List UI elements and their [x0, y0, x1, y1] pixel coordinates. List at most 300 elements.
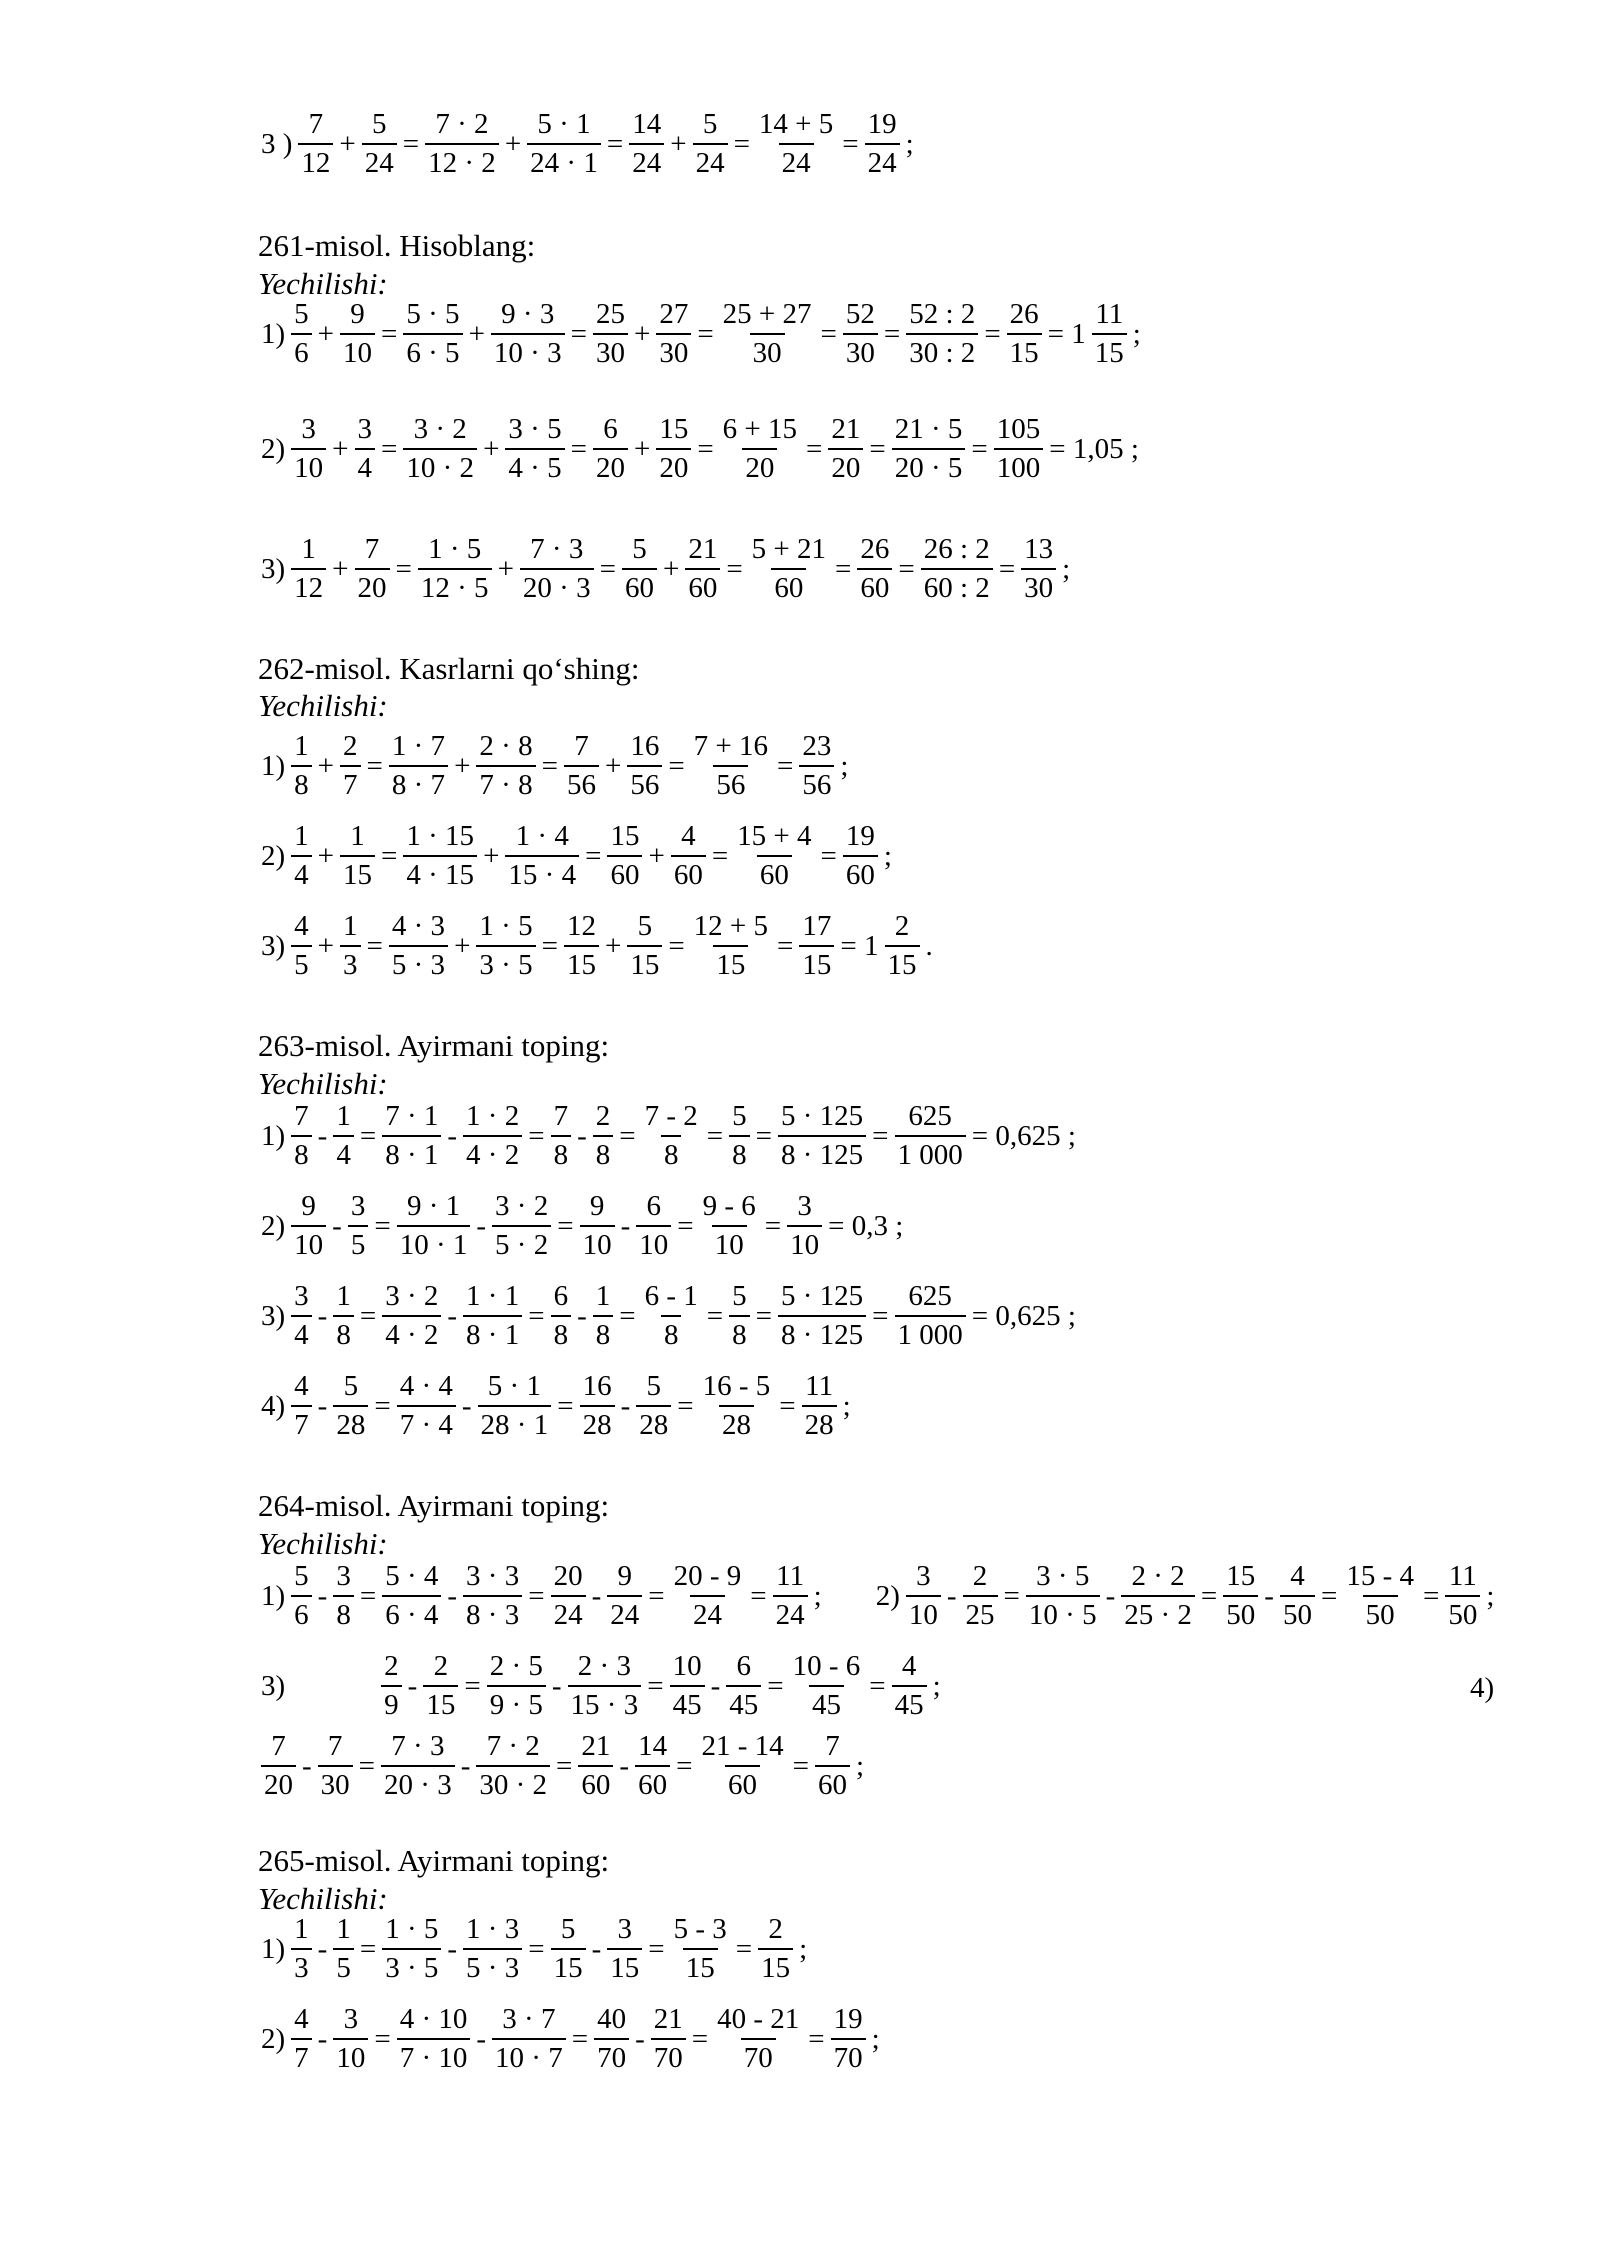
operator: ;	[871, 2022, 880, 2055]
denominator: 60	[607, 855, 642, 890]
numerator: 11	[1095, 298, 1124, 330]
fraction	[291, 1192, 326, 1260]
operator: -	[1105, 1579, 1116, 1612]
numerator: 3	[343, 2003, 359, 2035]
denominator: 60	[771, 568, 806, 603]
operator: =	[733, 127, 750, 160]
fraction	[815, 1732, 850, 1800]
operator: =	[998, 552, 1016, 585]
numerator: 1	[294, 730, 309, 762]
numerator: 5	[646, 1370, 661, 1402]
fraction	[622, 535, 657, 603]
denominator: 20	[656, 448, 691, 483]
operator: =	[395, 552, 412, 585]
fraction	[691, 732, 771, 800]
denominator: 1 000	[895, 1315, 966, 1350]
fraction	[403, 300, 462, 368]
denominator: 8 · 1	[463, 1315, 522, 1350]
numerator: 2	[894, 910, 910, 942]
numerator: 26	[1009, 298, 1039, 330]
operator: =	[806, 432, 823, 465]
numerator: 12	[566, 910, 596, 942]
denominator: 30	[593, 333, 628, 368]
numerator: 3	[294, 1280, 309, 1312]
fraction	[425, 110, 499, 178]
operator: =	[779, 1389, 796, 1422]
fraction	[994, 415, 1044, 483]
operator: +	[483, 432, 500, 465]
numerator: 9 - 6	[702, 1190, 756, 1222]
denominator: 15	[799, 945, 834, 980]
operator: ;	[1486, 1579, 1495, 1612]
numerator: 20	[553, 1560, 583, 1592]
denominator: 8	[333, 1595, 354, 1630]
operator: -	[447, 1119, 458, 1152]
denominator: 24	[693, 143, 728, 178]
fraction	[551, 1282, 572, 1350]
denominator: 10 · 7	[492, 2038, 566, 2073]
numerator: 19	[845, 820, 875, 852]
operator: -	[591, 1932, 602, 1965]
numerator: 52	[845, 298, 875, 330]
denominator: 50	[1445, 1595, 1480, 1630]
operator: =	[402, 127, 420, 160]
denominator: 15	[551, 1948, 586, 1983]
fraction	[593, 415, 628, 483]
denominator: 60	[578, 1765, 613, 1800]
fraction	[478, 1372, 552, 1440]
denominator: 1 000	[895, 1135, 966, 1170]
operator: = 0,3 ;	[828, 1209, 904, 1242]
math-expression	[258, 822, 895, 890]
numerator: 1	[595, 1280, 611, 1312]
operator: +	[670, 127, 687, 160]
fraction	[1021, 535, 1056, 603]
operator: =	[984, 317, 1001, 350]
fraction	[382, 1915, 441, 1983]
operator: +	[504, 127, 522, 160]
denominator: 10	[906, 1595, 941, 1630]
fraction	[389, 912, 448, 980]
numerator: 16	[582, 1370, 612, 1402]
numerator: 3 · 2	[495, 1190, 549, 1222]
denominator: 20 · 3	[520, 568, 594, 603]
fraction	[1445, 1562, 1480, 1630]
operator: =	[697, 317, 714, 350]
fraction	[476, 1732, 550, 1800]
denominator: 28	[580, 1405, 615, 1440]
denominator: 10	[636, 1225, 671, 1260]
numerator: 14 + 5	[758, 108, 834, 140]
math-expression	[258, 1102, 1079, 1170]
numerator: 6	[646, 1190, 661, 1222]
fraction	[828, 415, 863, 483]
fraction	[291, 1562, 312, 1630]
denominator: 20	[355, 568, 390, 603]
denominator: 7	[340, 765, 361, 800]
numerator: 7 · 2	[435, 108, 489, 140]
numerator: 2 · 5	[489, 1650, 543, 1682]
numerator: 25	[595, 298, 625, 330]
exercise-heading: 264-misol. Ayirmani toping:	[258, 1488, 610, 1523]
denominator: 28	[719, 1405, 754, 1440]
denominator: 30	[656, 333, 691, 368]
fraction	[594, 2005, 629, 2073]
fraction	[551, 1562, 586, 1630]
numerator: 1 · 7	[391, 730, 446, 762]
numerator: 2	[972, 1560, 988, 1592]
operator: =	[557, 1209, 574, 1242]
denominator: 5 · 3	[463, 1948, 522, 1983]
operator: =	[677, 1209, 694, 1242]
operator: =	[971, 432, 988, 465]
fraction	[685, 535, 720, 603]
fraction	[892, 1652, 927, 1720]
fraction	[403, 415, 477, 483]
denominator: 28	[636, 1405, 671, 1440]
fraction	[348, 1192, 369, 1260]
item-number: 2)	[261, 432, 286, 465]
fraction	[734, 822, 814, 890]
fraction	[1026, 1562, 1100, 1630]
operator: -	[317, 1932, 328, 1965]
operator: =	[619, 1299, 636, 1332]
operator: -	[317, 1299, 328, 1332]
fraction	[607, 822, 642, 890]
denominator: 5	[291, 945, 312, 980]
operator: +	[468, 317, 485, 350]
fraction	[636, 1192, 671, 1260]
operator: =	[359, 1579, 377, 1612]
denominator: 15 · 4	[505, 855, 579, 890]
denominator: 20	[593, 448, 628, 483]
denominator: 60	[757, 855, 792, 890]
denominator: 12	[291, 568, 326, 603]
operator: =	[676, 1749, 693, 1782]
operator: +	[633, 432, 651, 465]
operator: =	[764, 1209, 782, 1242]
numerator: 1	[336, 1100, 351, 1132]
fraction	[492, 2005, 566, 2073]
operator: = 0,625 ;	[971, 1299, 1076, 1332]
math-expression	[258, 535, 1073, 603]
denominator: 7	[291, 2038, 312, 2073]
denominator: 10	[787, 1225, 822, 1260]
fraction	[843, 822, 878, 890]
item-number: 3)	[261, 1299, 286, 1332]
operator: =	[750, 1579, 767, 1612]
numerator: 25 + 27	[722, 298, 812, 330]
item-number: 1)	[261, 1119, 286, 1152]
operator: +	[648, 839, 665, 872]
item-number: 2)	[261, 2022, 286, 2055]
denominator: 70	[831, 2038, 866, 2073]
numerator: 7 + 16	[693, 730, 769, 762]
fraction	[291, 1282, 312, 1350]
fraction	[362, 110, 397, 178]
denominator: 20	[261, 1765, 296, 1800]
operator: -	[476, 2022, 487, 2055]
numerator: 3	[336, 1560, 351, 1592]
fraction	[564, 912, 599, 980]
numerator: 14	[632, 108, 662, 140]
operator: =	[366, 929, 383, 962]
operator: -	[620, 1209, 631, 1242]
item-number: 4)	[261, 1389, 286, 1422]
numerator: 9 · 1	[406, 1190, 461, 1222]
fraction	[790, 1652, 864, 1720]
denominator: 10	[291, 448, 326, 483]
operator: =	[556, 1749, 573, 1782]
numerator: 6	[736, 1650, 751, 1682]
numerator: 21 - 14	[701, 1730, 784, 1762]
numerator: 10 - 6	[792, 1650, 861, 1682]
fraction	[799, 912, 834, 980]
math-expression	[258, 1915, 810, 1983]
denominator: 8	[333, 1315, 354, 1350]
numerator: 3 · 2	[385, 1280, 439, 1312]
fraction	[1223, 1562, 1258, 1630]
numerator: 7	[327, 1730, 343, 1762]
numerator: 10	[672, 1650, 702, 1682]
fraction	[636, 1372, 671, 1440]
denominator: 10	[291, 1225, 326, 1260]
denominator: 24	[629, 143, 664, 178]
fraction	[291, 912, 312, 980]
operator: ;	[799, 1932, 808, 1965]
operator: =	[599, 552, 616, 585]
numerator: 1 · 3	[466, 1913, 520, 1945]
denominator: 8 · 125	[778, 1135, 866, 1170]
operator: -	[577, 1119, 587, 1152]
operator: +	[483, 839, 500, 872]
denominator: 8	[291, 765, 312, 800]
denominator: 7	[291, 1405, 312, 1440]
denominator: 24	[779, 143, 814, 178]
numerator: 1	[336, 1280, 351, 1312]
denominator: 56	[799, 765, 834, 800]
fraction	[261, 1732, 296, 1800]
operator: ;	[905, 127, 914, 160]
fraction	[921, 535, 993, 603]
fraction	[787, 1192, 822, 1260]
operator: +	[332, 552, 349, 585]
solution-label: Yechilishi:	[258, 1881, 388, 1916]
fraction	[291, 1372, 312, 1440]
numerator: 7 - 2	[644, 1100, 698, 1132]
denominator: 45	[726, 1685, 761, 1720]
item-number: 4)	[1470, 1672, 1495, 1704]
denominator: 24	[773, 1595, 808, 1630]
denominator: 10 · 2	[403, 448, 477, 483]
numerator: 3	[301, 413, 316, 445]
operator: =	[869, 432, 886, 465]
operator: =	[374, 2022, 391, 2055]
numerator: 7 · 3	[530, 533, 584, 565]
operator: =	[691, 2022, 709, 2055]
solution-label: Yechilishi:	[258, 688, 388, 723]
denominator: 9 · 5	[487, 1685, 546, 1720]
numerator: 13	[1024, 533, 1054, 565]
math-expression	[258, 1192, 906, 1260]
operator: =	[528, 1119, 545, 1152]
solution-label: Yechilishi:	[258, 1066, 388, 1101]
numerator: 11	[805, 1370, 834, 1402]
operator: =	[1200, 1579, 1218, 1612]
numerator: 1	[350, 820, 365, 852]
operator: =	[883, 317, 901, 350]
numerator: 2 · 2	[1131, 1560, 1185, 1592]
denominator: 4 · 2	[382, 1315, 441, 1350]
operator: ;	[842, 1389, 851, 1422]
denominator: 12	[298, 143, 333, 178]
denominator: 9	[381, 1685, 402, 1720]
operator: -	[447, 1299, 458, 1332]
numerator: 1 · 5	[385, 1913, 439, 1945]
denominator: 10	[712, 1225, 747, 1260]
numerator: 6	[603, 413, 618, 445]
denominator: 30	[843, 333, 878, 368]
numerator: 9 · 3	[501, 298, 555, 330]
fraction	[627, 912, 662, 980]
exercise-heading: 263-misol. Ayirmani toping:	[258, 1028, 610, 1063]
fraction	[291, 822, 312, 890]
numerator: 5	[702, 108, 718, 140]
fraction	[714, 2005, 802, 2073]
fraction	[670, 1652, 705, 1720]
operator: =	[1003, 1579, 1020, 1612]
operator: = 1	[840, 929, 879, 962]
numerator: 11	[1448, 1560, 1477, 1592]
exercise-heading: 262-misol. Kasrlarni qo‘shing:	[258, 651, 640, 686]
operator: =	[585, 839, 602, 872]
fraction	[593, 1282, 614, 1350]
operator: +	[317, 317, 335, 350]
math-expression	[258, 415, 1142, 483]
exercise-heading: 261-misol. Hisoblang:	[258, 228, 536, 263]
numerator: 3 · 3	[466, 1560, 520, 1592]
operator: =	[648, 1579, 665, 1612]
denominator: 30 : 2	[906, 333, 978, 368]
fraction	[642, 1282, 701, 1350]
denominator: 15	[627, 945, 662, 980]
fraction	[885, 912, 920, 980]
numerator: 1 · 1	[466, 1280, 520, 1312]
denominator: 4	[291, 855, 312, 890]
denominator: 50	[1223, 1595, 1258, 1630]
fraction	[1007, 300, 1042, 368]
numerator: 4	[294, 1370, 309, 1402]
denominator: 60	[635, 1765, 670, 1800]
fraction	[333, 1102, 354, 1170]
operator: -	[447, 1932, 458, 1965]
denominator: 15	[885, 945, 920, 980]
operator: =	[697, 432, 714, 465]
denominator: 60	[857, 568, 892, 603]
numerator: 21	[653, 2003, 683, 2035]
operator: -	[635, 2022, 645, 2055]
denominator: 6 · 5	[403, 333, 462, 368]
denominator: 70	[594, 2038, 629, 2073]
operator: =	[872, 1299, 889, 1332]
denominator: 56	[713, 765, 748, 800]
operator: -	[317, 1119, 328, 1152]
fraction	[291, 300, 312, 368]
denominator: 50	[1363, 1595, 1398, 1630]
numerator: 1	[294, 1913, 309, 1945]
operator: =	[606, 127, 624, 160]
numerator: 5 + 21	[751, 533, 827, 565]
denominator: 3 · 5	[476, 945, 535, 980]
operator: =	[464, 1669, 481, 1702]
denominator: 15	[607, 1948, 642, 1983]
fraction	[382, 1282, 441, 1350]
numerator: 16	[630, 730, 660, 762]
numerator: 5	[294, 298, 309, 330]
operator: -	[317, 2022, 328, 2055]
fraction	[635, 1732, 670, 1800]
numerator: 3 · 7	[502, 2003, 556, 2035]
operator: =	[366, 749, 383, 782]
numerator: 5	[294, 1560, 309, 1592]
operator: =	[755, 1119, 772, 1152]
item-number: 2)	[261, 839, 286, 872]
numerator: 5 · 5	[406, 298, 460, 330]
denominator: 8 · 125	[778, 1315, 866, 1350]
operator: =	[570, 317, 587, 350]
denominator: 25 · 2	[1121, 1595, 1195, 1630]
numerator: 15	[610, 820, 640, 852]
math-expression	[258, 300, 1144, 368]
numerator: 15 + 4	[737, 820, 812, 852]
operator: -	[317, 1389, 328, 1422]
fraction	[291, 732, 312, 800]
numerator: 1 · 15	[406, 820, 475, 852]
numerator: 5 · 1	[537, 108, 591, 140]
operator: +	[317, 749, 335, 782]
fraction	[381, 1732, 455, 1800]
denominator: 8 · 1	[382, 1135, 441, 1170]
exercise-heading: 265-misol. Ayirmani toping:	[258, 1843, 610, 1878]
operator: +	[604, 929, 622, 962]
fraction	[627, 732, 662, 800]
fraction	[389, 732, 448, 800]
numerator: 27	[659, 298, 689, 330]
operator: -	[620, 1389, 631, 1422]
numerator: 1	[343, 910, 358, 942]
operator: =	[835, 552, 852, 585]
numerator: 3	[350, 1190, 366, 1222]
denominator: 12 · 2	[425, 143, 499, 178]
operator: =	[898, 552, 915, 585]
denominator: 5 · 2	[492, 1225, 551, 1260]
operator: =	[571, 2022, 589, 2055]
operator: =	[1320, 1579, 1338, 1612]
numerator: 21 · 5	[894, 413, 963, 445]
numerator: 4	[294, 910, 309, 942]
fraction	[423, 1652, 458, 1720]
denominator: 24 · 1	[527, 143, 601, 178]
numerator: 21	[688, 533, 718, 565]
operator: =	[777, 929, 794, 962]
fraction	[671, 1915, 730, 1983]
denominator: 8	[661, 1135, 682, 1170]
denominator: 15	[683, 1948, 718, 1983]
denominator: 15	[758, 1948, 793, 1983]
denominator: 60	[622, 568, 657, 603]
operator: =	[820, 317, 837, 350]
fraction	[843, 300, 878, 368]
